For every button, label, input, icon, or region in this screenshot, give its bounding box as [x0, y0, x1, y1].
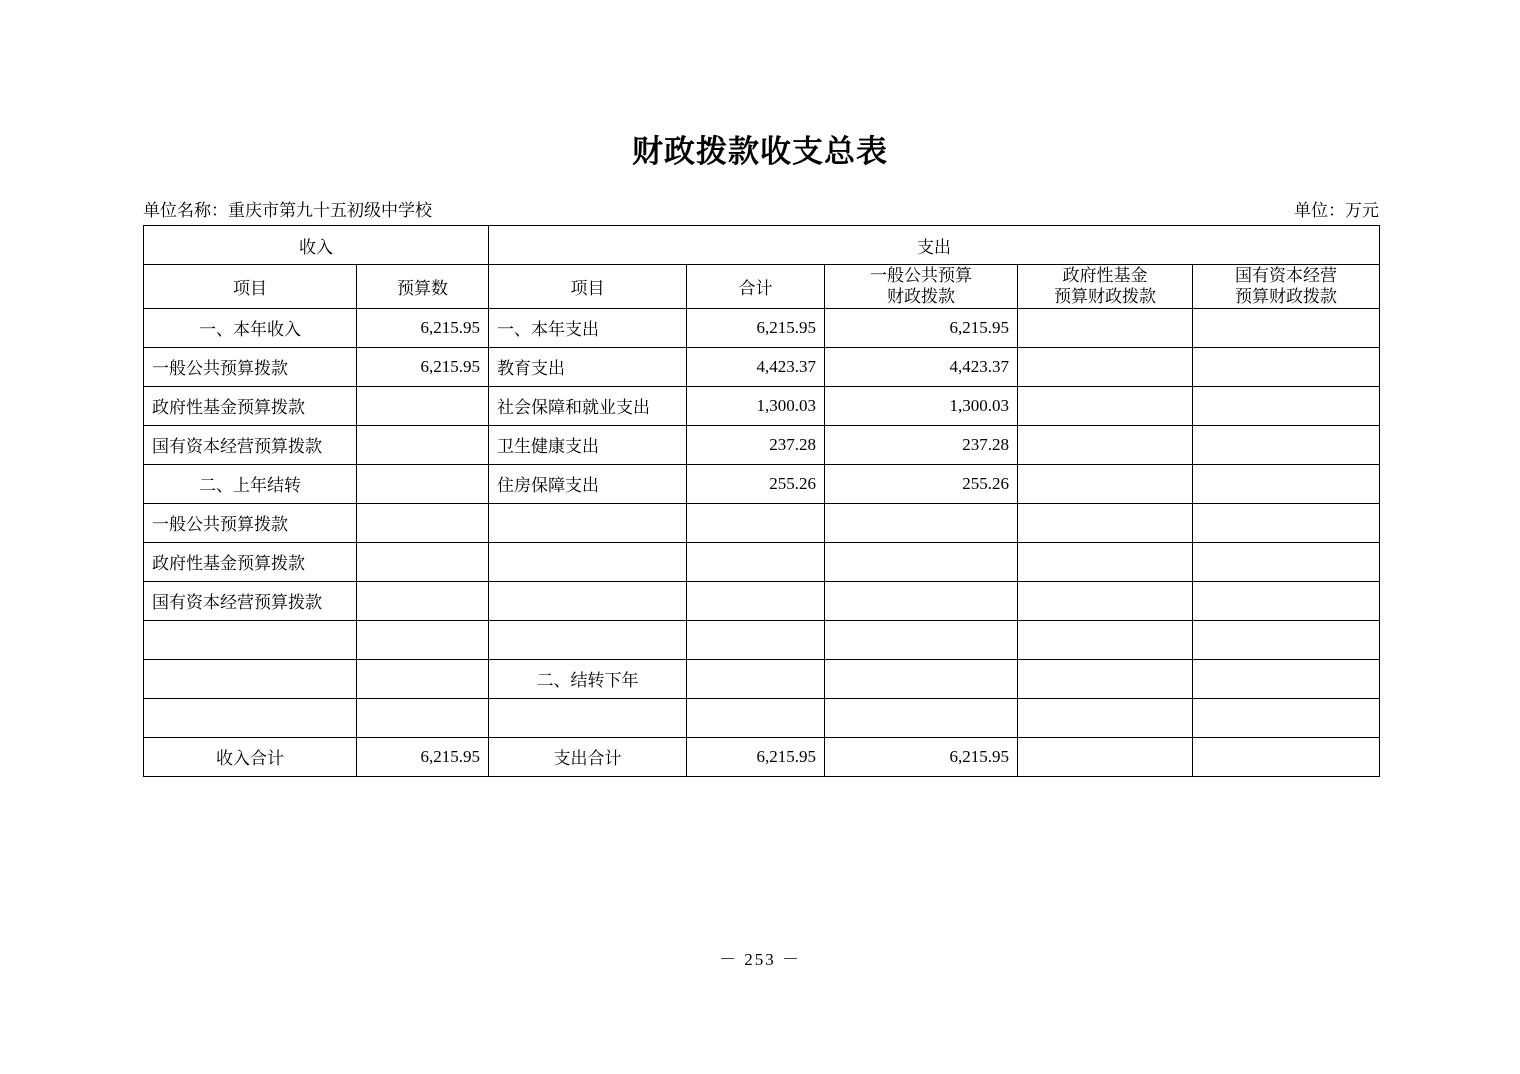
col-header-gov-fund-budget — [1018, 265, 1193, 309]
cell-income-item: 一、本年收入 — [144, 308, 357, 347]
cell-state-capital — [1193, 464, 1380, 503]
cell-income-budget — [357, 659, 489, 698]
cell-gov-fund — [1018, 503, 1193, 542]
page-number: － 253 － — [719, 950, 801, 969]
cell-expense-item — [489, 620, 687, 659]
cell-expense-total-value: 6,215.95 — [687, 737, 825, 776]
cell-gov-fund — [1018, 581, 1193, 620]
cell-expense-item: 卫生健康支出 — [489, 425, 687, 464]
cell-gov-fund — [1018, 542, 1193, 581]
cell-total: 237.28 — [687, 425, 825, 464]
cell-expense-item — [489, 581, 687, 620]
cell-total: 4,423.37 — [687, 347, 825, 386]
cell-general-public: 255.26 — [825, 464, 1018, 503]
cell-income-item: 国有资本经营预算拨款 — [144, 425, 357, 464]
table-row — [144, 581, 1380, 620]
cell-total: 1,300.03 — [687, 386, 825, 425]
cell-income-item: 国有资本经营预算拨款 — [144, 581, 357, 620]
cell-gov-fund — [1018, 308, 1193, 347]
unit-measure: 单位：万元 — [1294, 201, 1379, 220]
table-row — [144, 308, 1380, 347]
cell-gov-fund — [1018, 425, 1193, 464]
cell-gov-fund — [1018, 464, 1193, 503]
table-total-row — [144, 737, 1380, 776]
col-header-income-budget: 预算数 — [357, 265, 489, 309]
cell-total: 6,215.95 — [687, 308, 825, 347]
table-row — [144, 386, 1380, 425]
col-header-income-item: 项目 — [144, 265, 357, 309]
cell-income-item — [144, 620, 357, 659]
cell-income-item: 政府性基金预算拨款 — [144, 386, 357, 425]
table-column-header-row — [144, 265, 1380, 309]
col-header-total: 合计 — [687, 265, 825, 309]
cell-gov-fund-total — [1018, 737, 1193, 776]
cell-total — [687, 542, 825, 581]
page-title: 财政拨款收支总表 — [632, 134, 888, 169]
cell-total — [687, 659, 825, 698]
cell-gov-fund — [1018, 620, 1193, 659]
cell-expense-item — [489, 542, 687, 581]
table-row — [144, 425, 1380, 464]
cell-state-capital — [1193, 581, 1380, 620]
table-row — [144, 347, 1380, 386]
cell-state-capital — [1193, 308, 1380, 347]
cell-state-capital — [1193, 347, 1380, 386]
cell-general-public — [825, 659, 1018, 698]
col-header-general-public-budget-line1: 一般公共预算 — [870, 266, 972, 285]
cell-income-budget: 6,215.95 — [357, 308, 489, 347]
cell-income-total-value: 6,215.95 — [357, 737, 489, 776]
table-row — [144, 464, 1380, 503]
cell-state-capital — [1193, 698, 1380, 737]
cell-income-item: 一般公共预算拨款 — [144, 503, 357, 542]
cell-general-public: 237.28 — [825, 425, 1018, 464]
cell-income-budget — [357, 503, 489, 542]
cell-general-public — [825, 581, 1018, 620]
cell-income-budget — [357, 464, 489, 503]
cell-income-budget — [357, 386, 489, 425]
table-row — [144, 659, 1380, 698]
cell-expense-item: 教育支出 — [489, 347, 687, 386]
cell-gov-fund — [1018, 347, 1193, 386]
cell-expense-total-label: 支出合计 — [489, 737, 687, 776]
cell-general-public — [825, 620, 1018, 659]
table-row — [144, 542, 1380, 581]
cell-income-budget: 6,215.95 — [357, 347, 489, 386]
budget-table — [143, 225, 1380, 777]
cell-expense-item: 社会保障和就业支出 — [489, 386, 687, 425]
cell-state-capital — [1193, 542, 1380, 581]
cell-state-capital — [1193, 620, 1380, 659]
cell-income-item — [144, 659, 357, 698]
cell-gov-fund — [1018, 698, 1193, 737]
cell-total — [687, 698, 825, 737]
cell-general-public: 1,300.03 — [825, 386, 1018, 425]
unit-name-value: 重庆市第九十五初级中学校 — [228, 201, 432, 220]
meta-row — [143, 196, 1379, 221]
unit-name — [143, 196, 432, 221]
cell-income-budget — [357, 698, 489, 737]
col-header-state-capital-budget — [1193, 265, 1380, 309]
cell-total — [687, 581, 825, 620]
cell-state-capital — [1193, 503, 1380, 542]
cell-expense-item — [489, 503, 687, 542]
cell-income-budget — [357, 581, 489, 620]
col-header-gov-fund-budget-line1: 政府性基金 — [1062, 266, 1148, 285]
cell-state-capital — [1193, 425, 1380, 464]
cell-gov-fund — [1018, 386, 1193, 425]
unit-name-label: 单位名称： — [143, 201, 228, 220]
cell-income-total-label: 收入合计 — [144, 737, 357, 776]
col-header-state-capital-budget-line2: 预算财政拨款 — [1235, 287, 1338, 307]
cell-general-public — [825, 698, 1018, 737]
col-header-general-public-budget-line2: 财政拨款 — [887, 287, 955, 307]
cell-state-capital — [1193, 659, 1380, 698]
cell-income-item: 二、上年结转 — [144, 464, 357, 503]
cell-gov-fund — [1018, 659, 1193, 698]
cell-income-budget — [357, 542, 489, 581]
cell-income-item: 一般公共预算拨款 — [144, 347, 357, 386]
table-row — [144, 503, 1380, 542]
col-header-expense-item: 项目 — [489, 265, 687, 309]
cell-state-capital-total — [1193, 737, 1380, 776]
cell-income-item — [144, 698, 357, 737]
table-row — [144, 620, 1380, 659]
cell-expense-item — [489, 698, 687, 737]
col-header-gov-fund-budget-line2: 预算财政拨款 — [1054, 287, 1156, 307]
cell-income-budget — [357, 620, 489, 659]
group-header-expense: 支出 — [489, 226, 1380, 265]
cell-state-capital — [1193, 386, 1380, 425]
cell-general-public: 6,215.95 — [825, 308, 1018, 347]
table-row — [144, 698, 1380, 737]
cell-total: 255.26 — [687, 464, 825, 503]
cell-expense-item: 二、结转下年 — [489, 659, 687, 698]
cell-income-budget — [357, 425, 489, 464]
cell-total — [687, 620, 825, 659]
table-group-header-row — [144, 226, 1380, 265]
cell-general-public: 4,423.37 — [825, 347, 1018, 386]
group-header-income: 收入 — [144, 226, 489, 265]
cell-total — [687, 503, 825, 542]
cell-expense-item: 住房保障支出 — [489, 464, 687, 503]
col-header-general-public-budget — [825, 265, 1018, 309]
cell-general-public-total: 6,215.95 — [825, 737, 1018, 776]
cell-expense-item: 一、本年支出 — [489, 308, 687, 347]
cell-income-item: 政府性基金预算拨款 — [144, 542, 357, 581]
col-header-state-capital-budget-line1: 国有资本经营 — [1235, 266, 1338, 285]
cell-general-public — [825, 503, 1018, 542]
cell-general-public — [825, 542, 1018, 581]
